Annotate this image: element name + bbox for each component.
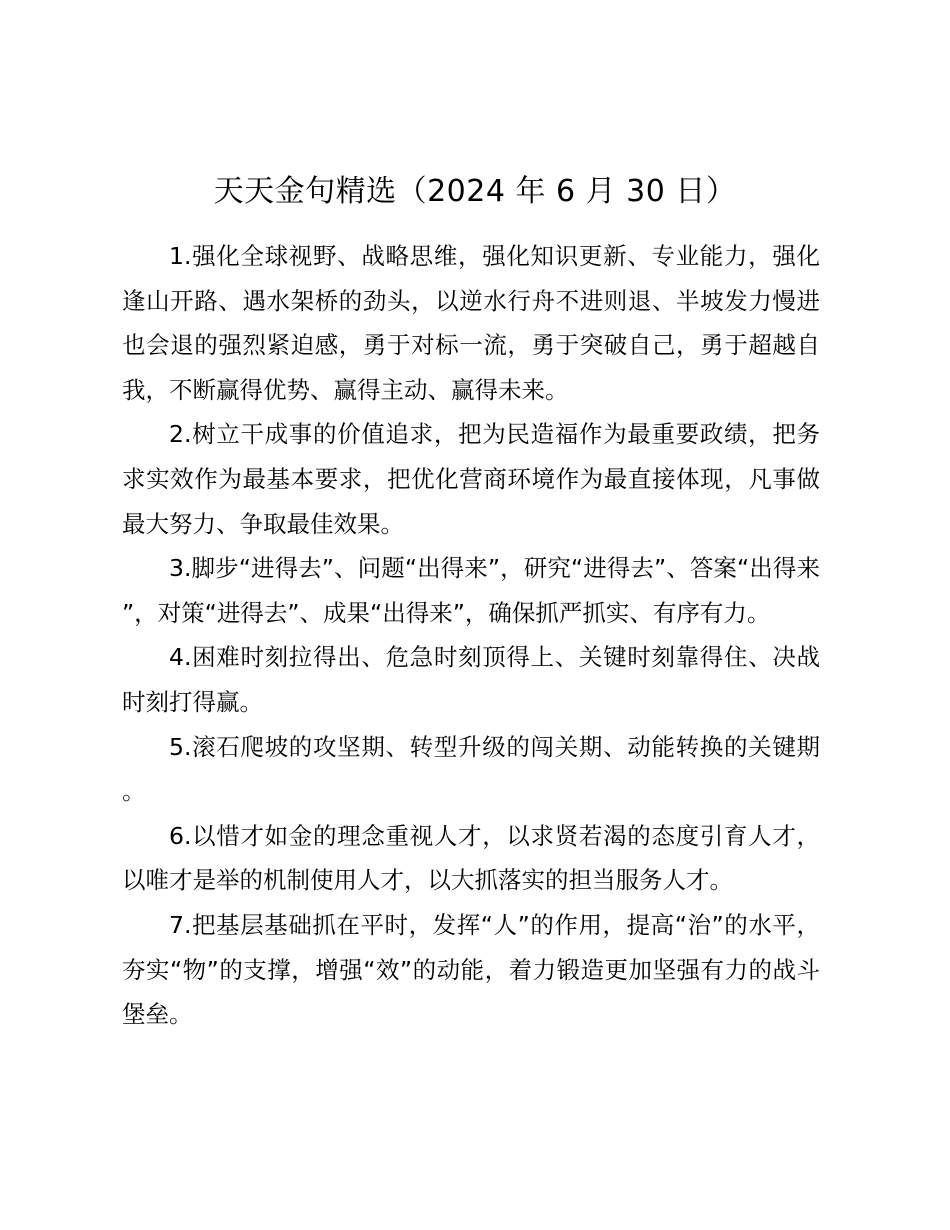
paragraph-6: 6.以惜才如金的理念重视人才，以求贤若渴的态度引育人才，以唯才是举的机制使用人才，以大抓落实的担当服务人才。	[122, 821, 820, 895]
paragraph-2: 2.树立干成事的价值追求，把为民造福作为最重要政绩，把务求实效作为最基本要求，把优化营商环境作为最直接体现，凡事做最大努力、争取最佳效果。	[122, 420, 820, 538]
paragraph-4: 4.困难时刻拉得出、危急时刻顶得上、关键时刻靠得住、决战时刻打得赢。	[122, 643, 820, 716]
paragraph-5: 5.滚石爬坡的攻坚期、转型升级的闯关期、动能转换的关键期。	[122, 732, 820, 806]
paragraph-1: 1.强化全球视野、战略思维，强化知识更新、专业能力，强化逢山开路、遇水架桥的劲头，以逆水行舟不进则退、半坡发力慢进也会退的强烈紧迫感，勇于对标一流，勇于突破自己，勇于超越自我，不断赢得优势、赢得主动、赢得未来。	[122, 242, 820, 404]
paragraph-3: 3.脚步“进得去”、问题“出得来”，研究“进得去”、答案“出得来”，对策“进得去”、成果“出得来”，确保抓严抓实、有序有力。	[122, 554, 820, 627]
paragraph-7: 7.把基层基础抓在平时，发挥“人”的作用，提高“治”的水平，夯实“物”的支撑，增强“效”的动能，着力锻造更加坚强有力的战斗堡垒。	[122, 910, 820, 1029]
document-body	[122, 234, 820, 1037]
document-title: 天天金句精选（2024 年 6 月 30 日）	[213, 174, 737, 209]
